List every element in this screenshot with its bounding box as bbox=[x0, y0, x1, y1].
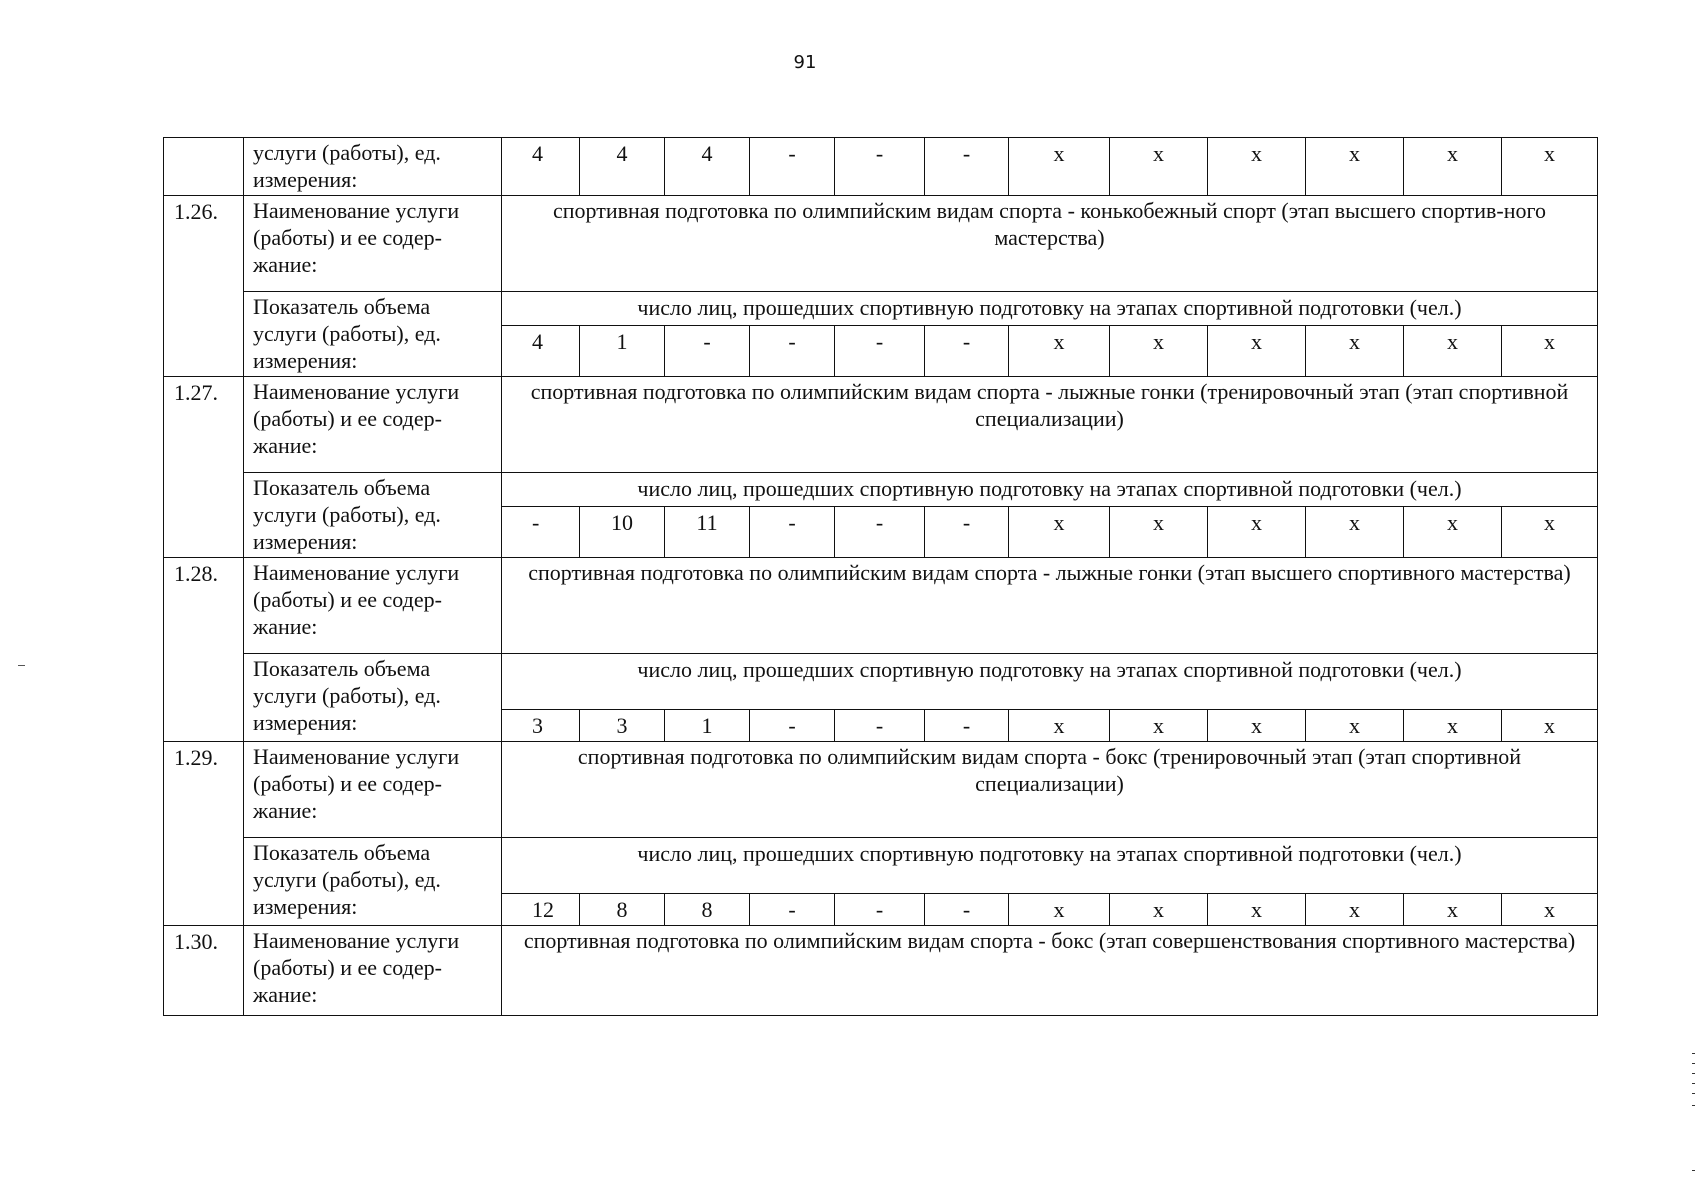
service-cell: спортивная подготовка по олимпийским видам спорта - лыжные гонки (тренировочный этап (этап спортивной специализации) bbox=[502, 377, 1598, 473]
value-cell: х bbox=[1502, 507, 1598, 558]
table-row bbox=[164, 473, 1598, 507]
value-cell: - bbox=[925, 710, 1009, 742]
value-cell: х bbox=[1009, 894, 1110, 926]
value-cell: х bbox=[1009, 710, 1110, 742]
value-cell: х bbox=[1110, 507, 1208, 558]
indicator-label-cell: Показатель объема услуги (работы), ед. измерения: bbox=[244, 654, 502, 742]
value-cell: х bbox=[1208, 507, 1306, 558]
value-cell: х bbox=[1110, 138, 1208, 196]
value-cell: х bbox=[1306, 894, 1404, 926]
indicator-cell: число лиц, прошедших спортивную подготовку на этапах спортивной подготовки (чел.) bbox=[502, 838, 1598, 894]
value-cell: - bbox=[750, 138, 835, 196]
value-cell: - bbox=[835, 710, 925, 742]
value-cell: 4 bbox=[580, 138, 665, 196]
value-cell: х bbox=[1208, 326, 1306, 377]
scan-edge-mark bbox=[1692, 1073, 1695, 1074]
value-cell: х bbox=[1110, 326, 1208, 377]
value-cell: - bbox=[750, 507, 835, 558]
value-cell: х bbox=[1208, 138, 1306, 196]
service-cell: спортивная подготовка по олимпийским видам спорта - бокс (тренировочный этап (этап спортивной специализации) bbox=[502, 742, 1598, 838]
services-table bbox=[163, 137, 1598, 1016]
value-cell: х bbox=[1404, 710, 1502, 742]
value-cell: х bbox=[1009, 138, 1110, 196]
item-number-cell: 1.28. bbox=[164, 558, 244, 742]
service-cell: спортивная подготовка по олимпийским видам спорта - бокс (этап совершенствования спортивного мастерства) bbox=[502, 926, 1598, 1016]
service-label-cell: Наименование услуги (работы) и ее содер-жание: bbox=[244, 377, 502, 473]
table-row bbox=[164, 742, 1598, 838]
value-cell: х bbox=[1502, 894, 1598, 926]
item-number-cell: 1.29. bbox=[164, 742, 244, 926]
value-cell: - bbox=[835, 507, 925, 558]
value-cell: - bbox=[925, 138, 1009, 196]
value-cell: х bbox=[1110, 710, 1208, 742]
value-cell: - bbox=[925, 326, 1009, 377]
item-number-cell: 1.26. bbox=[164, 196, 244, 377]
service-label-cell: Наименование услуги (работы) и ее содер-жание: bbox=[244, 742, 502, 838]
value-cell: 12 bbox=[502, 894, 580, 926]
value-cell: 4 bbox=[502, 326, 580, 377]
service-label-cell: Наименование услуги (работы) и ее содер-жание: bbox=[244, 926, 502, 1016]
table-body bbox=[164, 138, 1598, 1016]
scan-artifact-mark bbox=[18, 665, 25, 666]
value-cell: 3 bbox=[580, 710, 665, 742]
value-cell: х bbox=[1208, 710, 1306, 742]
indicator-cell: число лиц, прошедших спортивную подготовку на этапах спортивной подготовки (чел.) bbox=[502, 292, 1598, 326]
value-cell: - bbox=[925, 507, 1009, 558]
value-cell: х bbox=[1208, 894, 1306, 926]
service-cell: спортивная подготовка по олимпийским видам спорта - конькобежный спорт (этап высшего спортив-ного мастерства) bbox=[502, 196, 1598, 292]
value-cell: - bbox=[665, 326, 750, 377]
value-cell: 1 bbox=[580, 326, 665, 377]
table-row bbox=[164, 838, 1598, 894]
table-row bbox=[164, 377, 1598, 473]
item-number-cell: 1.30. bbox=[164, 926, 244, 1016]
table-row bbox=[164, 926, 1598, 1016]
table-row bbox=[164, 292, 1598, 326]
value-cell: 8 bbox=[665, 894, 750, 926]
value-cell: - bbox=[835, 326, 925, 377]
num-cell bbox=[164, 138, 244, 196]
value-cell: - bbox=[835, 138, 925, 196]
service-cell: спортивная подготовка по олимпийским видам спорта - лыжные гонки (этап высшего спортивного мастерства) bbox=[502, 558, 1598, 654]
value-cell: - bbox=[750, 894, 835, 926]
indicator-label-cell: Показатель объема услуги (работы), ед. измерения: bbox=[244, 473, 502, 558]
value-cell: 8 bbox=[580, 894, 665, 926]
value-cell: 11 bbox=[665, 507, 750, 558]
value-cell: х bbox=[1502, 710, 1598, 742]
item-number-cell: 1.27. bbox=[164, 377, 244, 558]
value-cell: - bbox=[750, 326, 835, 377]
value-cell: х bbox=[1502, 138, 1598, 196]
value-cell: 1 bbox=[665, 710, 750, 742]
service-label-cell: Наименование услуги (работы) и ее содер-жание: bbox=[244, 196, 502, 292]
page-number: 91 bbox=[793, 52, 817, 73]
table-row bbox=[164, 138, 1598, 196]
value-cell: х bbox=[1306, 710, 1404, 742]
value-cell: х bbox=[1306, 326, 1404, 377]
value-cell: х bbox=[1404, 894, 1502, 926]
indicator-cell: число лиц, прошедших спортивную подготовку на этапах спортивной подготовки (чел.) bbox=[502, 473, 1598, 507]
value-cell: - bbox=[835, 894, 925, 926]
value-cell: х bbox=[1009, 507, 1110, 558]
indicator-label-cell: Показатель объема услуги (работы), ед. измерения: bbox=[244, 838, 502, 926]
value-cell: х bbox=[1404, 138, 1502, 196]
value-cell: - bbox=[750, 710, 835, 742]
value-cell: 4 bbox=[502, 138, 580, 196]
indicator-label-cell: услуги (работы), ед. измерения: bbox=[244, 138, 502, 196]
value-cell: х bbox=[1404, 326, 1502, 377]
value-cell: х bbox=[1110, 894, 1208, 926]
scan-edge-mark bbox=[1692, 1063, 1695, 1064]
indicator-cell: число лиц, прошедших спортивную подготовку на этапах спортивной подготовки (чел.) bbox=[502, 654, 1598, 710]
scan-edge-mark bbox=[1692, 1105, 1695, 1106]
scan-edge-mark bbox=[1692, 1083, 1695, 1084]
value-cell: 4 bbox=[665, 138, 750, 196]
scan-edge-mark bbox=[1692, 1093, 1695, 1094]
value-cell: х bbox=[1306, 138, 1404, 196]
value-cell: - bbox=[502, 507, 580, 558]
table-row bbox=[164, 558, 1598, 654]
table-row bbox=[164, 196, 1598, 292]
scan-edge-mark bbox=[1692, 1053, 1695, 1054]
value-cell: х bbox=[1009, 326, 1110, 377]
value-cell: - bbox=[925, 894, 1009, 926]
value-cell: 10 bbox=[580, 507, 665, 558]
scan-edge-mark bbox=[1692, 1170, 1695, 1171]
value-cell: х bbox=[1306, 507, 1404, 558]
value-cell: х bbox=[1502, 326, 1598, 377]
service-label-cell: Наименование услуги (работы) и ее содер-жание: bbox=[244, 558, 502, 654]
indicator-label-cell: Показатель объема услуги (работы), ед. измерения: bbox=[244, 292, 502, 377]
value-cell: 3 bbox=[502, 710, 580, 742]
value-cell: х bbox=[1404, 507, 1502, 558]
table-row bbox=[164, 654, 1598, 710]
